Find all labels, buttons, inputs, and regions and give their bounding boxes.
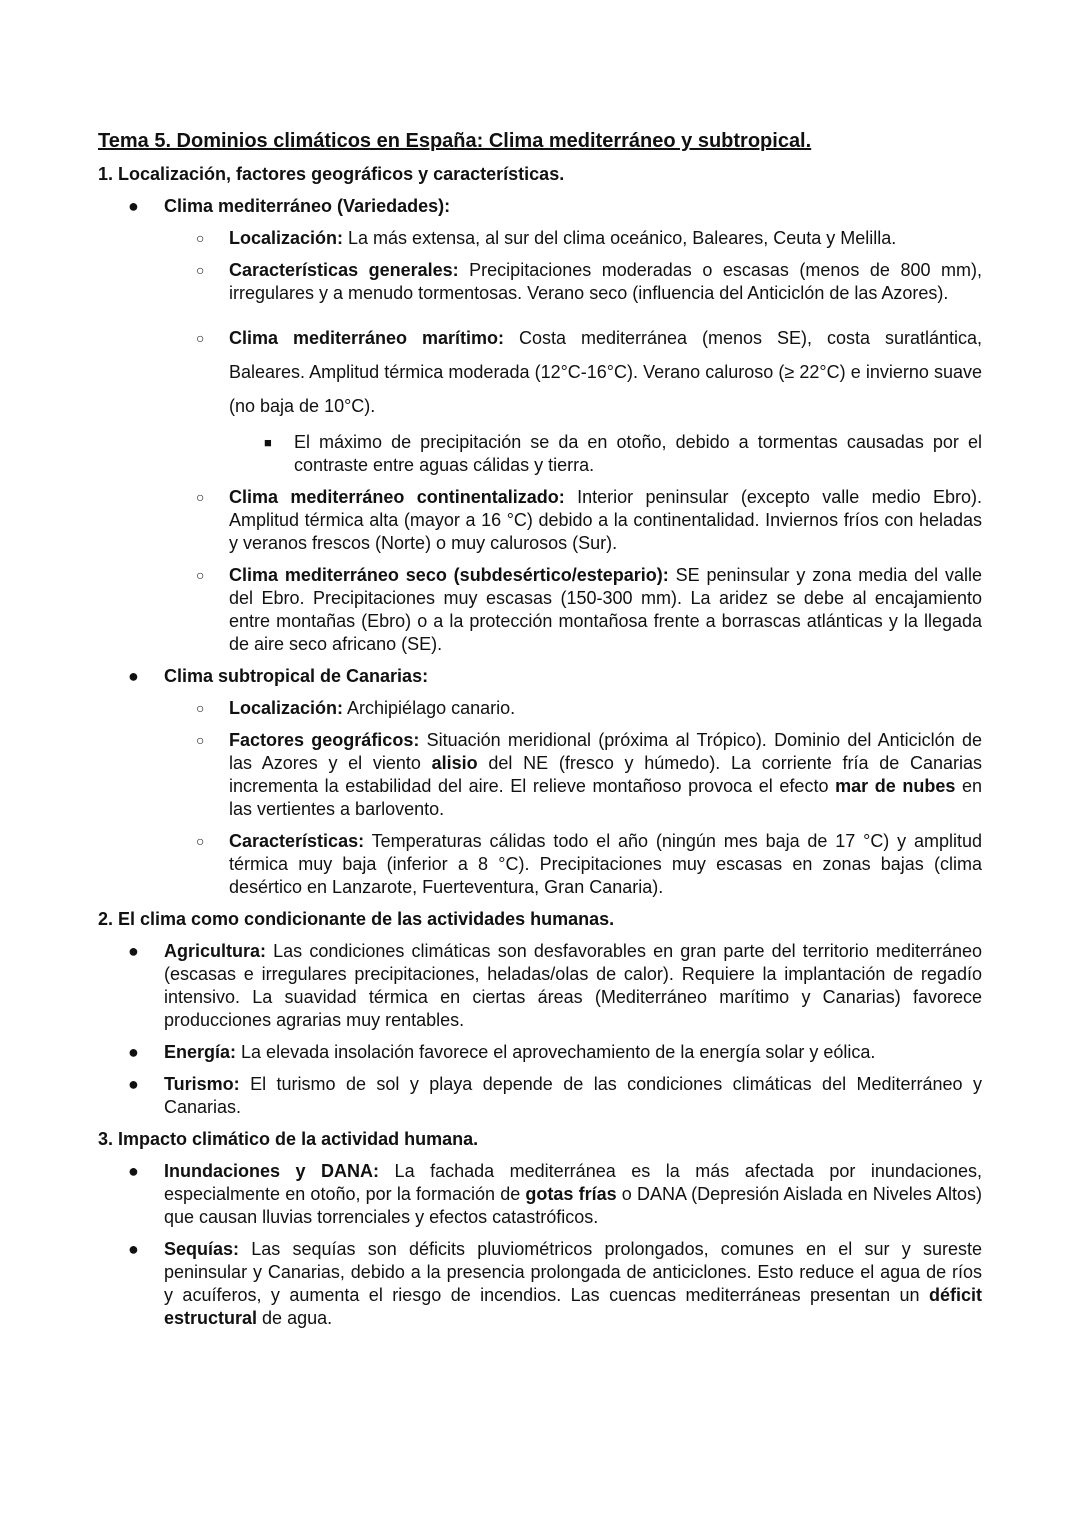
list-item: [98, 1073, 982, 1119]
list-item: [98, 1160, 982, 1229]
document-page: [98, 128, 982, 1339]
circle-bullet-icon: ○: [196, 230, 205, 246]
section-2-list: [98, 940, 982, 1119]
list-item-clima-mediterraneo: [98, 195, 982, 218]
list-item: [98, 1238, 982, 1330]
list-item: [98, 321, 982, 423]
section-heading-2: 2. El clima como condicionante de las actividades humanas.: [98, 909, 615, 929]
item-text: en las vertientes a barlovento.: [229, 776, 982, 819]
item-label: Clima mediterráneo marítimo:: [229, 328, 505, 348]
circle-bullet-icon: ○: [196, 732, 205, 748]
item-text: de agua.: [257, 1308, 333, 1328]
item-text: del NE (fresco y húmedo). La corriente fría de Canarias incrementa la estabilidad del aire. El relieve montañoso provoca el efecto: [229, 753, 982, 796]
list-item: [98, 486, 982, 555]
item-text: Situación meridional (próxima al Trópico). Dominio del Anticiclón de las Azores y el viento: [229, 730, 982, 773]
section-1-list: [98, 195, 982, 218]
list-item: [98, 940, 982, 1032]
item-text: El turismo de sol y playa depende de las condiciones climáticas del Mediterráneo y Canarias.: [164, 1074, 982, 1117]
item-label: Energía:: [164, 1042, 237, 1062]
list-item: [98, 259, 982, 305]
item-label: Clima mediterráneo continentalizado:: [229, 487, 565, 507]
item-label: Factores geográficos:: [229, 730, 420, 750]
item-text: o DANA (Depresión Aislada en Niveles Altos) que causan lluvias torrenciales y efectos catastróficos.: [164, 1184, 982, 1227]
list-item: [98, 1041, 982, 1064]
item-text: Interior peninsular (excepto valle medio Ebro). Amplitud térmica alta (mayor a 16 °C) debido a la continentalidad. Inviernos fríos con heladas y veranos frescos (Norte) o muy calurosos (Sur).: [229, 487, 982, 553]
bullet-icon: ●: [128, 941, 139, 961]
item-label: Sequías:: [164, 1239, 240, 1259]
bullet-icon: ●: [128, 666, 139, 686]
circle-bullet-icon: ○: [196, 567, 205, 583]
circle-bullet-icon: ○: [196, 833, 205, 849]
bold-term: mar de nubes: [835, 776, 956, 796]
document-title: Tema 5. Dominios climáticos en España: Clima mediterráneo y subtropical.: [98, 130, 812, 152]
item-label: Inundaciones y DANA:: [164, 1161, 380, 1181]
item-label: Agricultura:: [164, 941, 267, 961]
item-label: Clima mediterráneo seco (subdesértico/estepario):: [229, 565, 669, 585]
list-item: [98, 227, 982, 250]
list-item: [98, 697, 982, 720]
list-item: [98, 830, 982, 899]
item-text: Costa mediterránea (menos SE), costa suratlántica, Baleares. Amplitud térmica moderada (12°C-16°C). Verano caluroso (≥ 22°C) e invierno suave (no baja de 10°C).: [229, 328, 982, 416]
list-item-clima-subtropical: [98, 665, 982, 688]
item-label: Turismo:: [164, 1074, 240, 1094]
group-label: Clima mediterráneo (Variedades):: [164, 196, 451, 216]
bullet-icon: ●: [128, 1042, 139, 1062]
item-label: Localización:: [229, 698, 344, 718]
circle-bullet-icon: ○: [196, 489, 205, 505]
bold-term: déficit estructural: [164, 1285, 982, 1328]
group-label: Clima subtropical de Canarias:: [164, 666, 429, 686]
bold-term: alisio: [431, 753, 478, 773]
section-3-list: [98, 1160, 982, 1330]
bold-term: gotas frías: [525, 1184, 617, 1204]
item-text: Las condiciones climáticas son desfavorables en gran parte del territorio mediterráneo (escasas e irregulares precipitaciones, heladas/olas de calor). Requiere la implantación de regadío intensivo. La suavidad térmica en ciertas áreas (Mediterráneo marítimo y Canarias) favorece producciones agrarias muy rentables.: [164, 941, 982, 1030]
list-item: [98, 431, 982, 477]
item-text: El máximo de precipitación se da en otoño, debido a tormentas causadas por el contraste entre aguas cálidas y tierra.: [294, 432, 982, 475]
item-text: Temperaturas cálidas todo el año (ningún mes baja de 17 °C) y amplitud térmica muy baja (inferior a 8 °C). Precipitaciones muy escasas en zonas bajas (clima desértico en Lanzarote, Fuerteventura, Gran Canaria).: [229, 831, 982, 897]
bullet-icon: ●: [128, 1074, 139, 1094]
bullet-icon: ●: [128, 1161, 139, 1181]
section-heading-1: 1. Localización, factores geográficos y características.: [98, 164, 565, 184]
bullet-icon: ●: [128, 1239, 139, 1259]
section-heading-3: 3. Impacto climático de la actividad humana.: [98, 1129, 479, 1149]
canarias-list: [98, 665, 982, 899]
list-item: [98, 729, 982, 821]
item-label: Características:: [229, 831, 365, 851]
item-text: La elevada insolación favorece el aprovechamiento de la energía solar y eólica.: [236, 1042, 876, 1062]
mediterraneo-sublist: [98, 227, 982, 656]
item-text: La fachada mediterránea es la más afectada por inundaciones, especialmente en otoño, por la formación de: [164, 1161, 982, 1204]
item-text: Precipitaciones moderadas o escasas (menos de 800 mm), irregulares y a menudo tormentosas. Verano seco (influencia del Anticiclón de las Azores).: [229, 260, 982, 303]
circle-bullet-icon: ○: [196, 262, 205, 278]
item-text: Las sequías son déficits pluviométricos prolongados, comunes en el sur y sureste peninsular y Canarias, debido a la presencia prolongada de anticiclones. Esto reduce el agua de ríos y acuíferos, y aumenta el riesgo de incendios. Las cuencas mediterráneas presentan un: [164, 1239, 982, 1305]
item-label: Localización:: [229, 228, 344, 248]
bullet-icon: ●: [128, 196, 139, 216]
circle-bullet-icon: ○: [196, 700, 205, 716]
circle-bullet-icon: ○: [196, 330, 205, 346]
list-item: [98, 564, 982, 656]
item-text: Archipiélago canario.: [343, 698, 516, 718]
square-bullet-icon: ■: [264, 435, 272, 450]
item-text: La más extensa, al sur del clima oceánico, Baleares, Ceuta y Melilla.: [343, 228, 897, 248]
item-label: Características generales:: [229, 260, 459, 280]
item-text: SE peninsular y zona media del valle del Ebro. Precipitaciones muy escasas (150-300 mm). La aridez se debe al encajamiento entre montañas (Ebro) o a la protección montañosa frente a borrascas atlánticas y la llegada de aire seco africano (SE).: [229, 565, 982, 654]
